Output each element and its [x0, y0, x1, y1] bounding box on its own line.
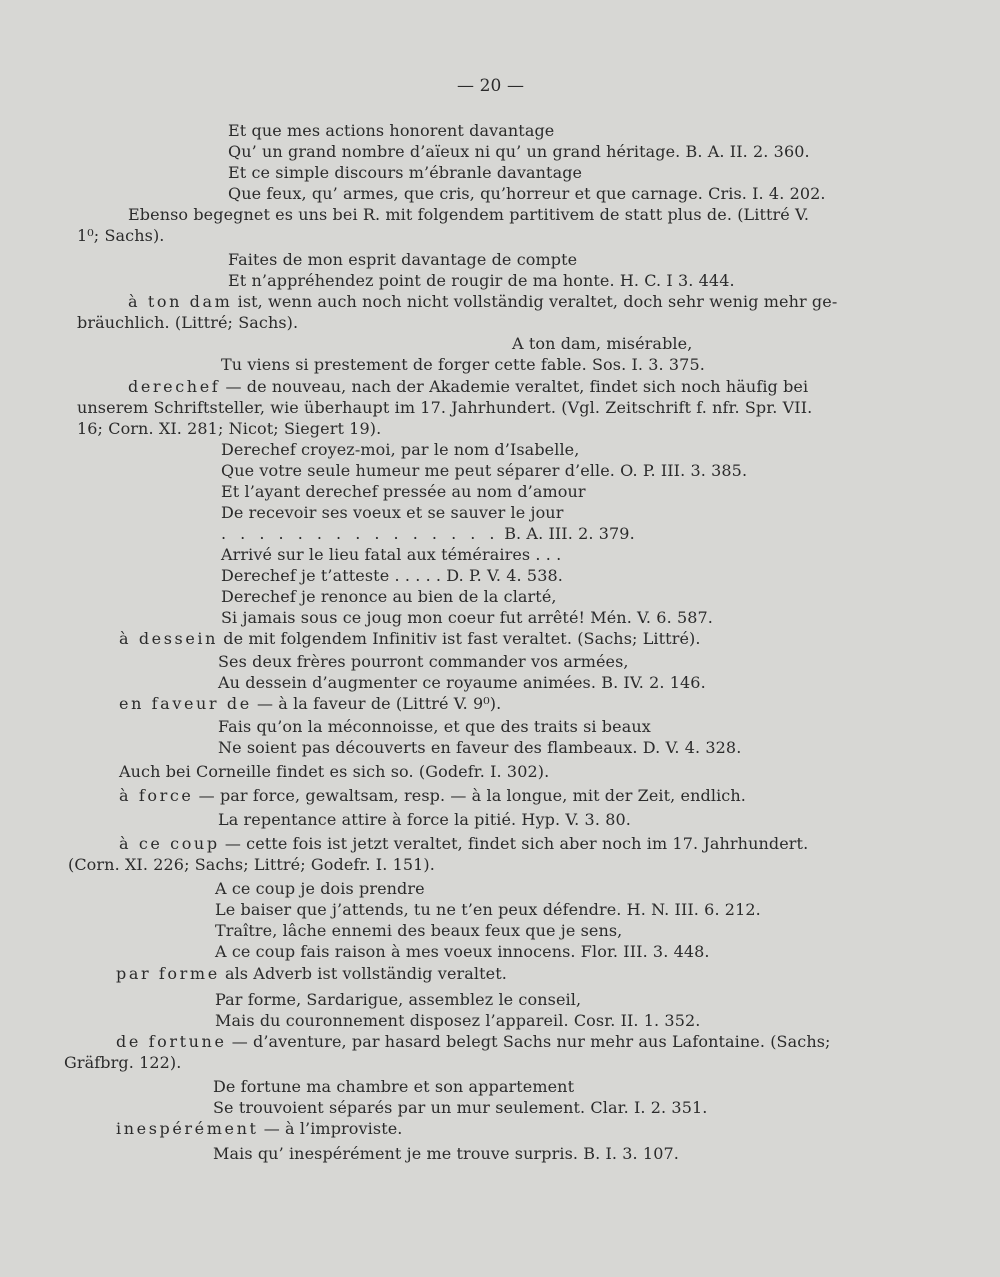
headword: à ton dam: [128, 292, 233, 311]
verse-line: Que votre seule humeur me peut séparer d’elle. O. P. III. 3. 385.: [221, 461, 748, 480]
entry-text: ist, wenn auch noch nicht vollständig veraltet, doch sehr wenig mehr ge-: [237, 292, 838, 311]
verse-line: [221, 524, 635, 544]
entry-line: [119, 694, 501, 714]
headword: à dessein: [119, 629, 219, 648]
prose-line: unserem Schriftsteller, wie überhaupt im 17. Jahrhundert. (Vgl. Zeitschrift f. nfr. Spr. VII.: [77, 398, 813, 417]
verse-line: Traître, lâche ennemi des beaux feux que je sens,: [215, 921, 623, 940]
entry-text: — à l’improviste.: [263, 1119, 403, 1138]
verse-line: A ce coup fais raison à mes voeux innocens. Flor. III. 3. 448.: [215, 942, 710, 961]
entry-line: [119, 834, 808, 854]
verse-line: Le baiser que j’attends, tu ne t’en peux défendre. H. N. III. 6. 212.: [215, 900, 761, 919]
prose-line: (Corn. XI. 226; Sachs; Littré; Godefr. I. 151).: [68, 855, 435, 874]
verse-line: Derechef je t’atteste . . . . . D. P. V. 4. 538.: [221, 566, 563, 585]
prose-line: bräuchlich. (Littré; Sachs).: [77, 313, 299, 332]
prose-line: Gräfbrg. 122).: [64, 1053, 182, 1072]
verse-line: Et n’appréhendez point de rougir de ma honte. H. C. I 3. 444.: [228, 271, 735, 290]
verse-line: Se trouvoient séparés par un mur seulement. Clar. I. 2. 351.: [213, 1098, 708, 1117]
verse-line: A ton dam, misérable,: [512, 334, 693, 353]
verse-line: Que feux, qu’ armes, que cris, qu’horreur et que carnage. Cris. I. 4. 202.: [228, 184, 826, 203]
entry-text: — cette fois ist jetzt veraltet, findet sich aber noch im 17. Jahrhundert.: [224, 834, 809, 853]
citation: B. A. III. 2. 379.: [504, 524, 635, 543]
headword: par forme: [116, 964, 220, 983]
entry-line: [116, 964, 507, 984]
verse-line: De fortune ma chambre et son appartement: [213, 1077, 575, 1096]
verse-line: Tu viens si prestement de forger cette fable. Sos. I. 3. 375.: [221, 355, 705, 374]
entry-line: [119, 786, 746, 806]
verse-line: Fais qu’on la méconnoisse, et que des traits si beaux: [218, 717, 651, 736]
entry-text: — de nouveau, nach der Akademie veraltet, findet sich noch häufig bei: [225, 377, 809, 396]
entry-line: [128, 377, 808, 397]
prose-line: Ebenso begegnet es uns bei R. mit folgendem partitivem de statt plus de. (Littré V.: [128, 205, 810, 224]
headword: en faveur de: [119, 694, 252, 713]
verse-line: Ne soient pas découverts en faveur des flambeaux. D. V. 4. 328.: [218, 738, 742, 757]
headword: de fortune: [116, 1032, 227, 1051]
verse-line: Si jamais sous ce joug mon coeur fut arrêté! Mén. V. 6. 587.: [221, 608, 713, 627]
page-number: — 20 —: [457, 76, 525, 96]
entry-text: — par force, gewaltsam, resp. — à la longue, mit der Zeit, endlich.: [198, 786, 746, 805]
prose-line: Auch bei Corneille findet es sich so. (Godefr. I. 302).: [119, 762, 550, 781]
verse-line: Et l’ayant derechef pressée au nom d’amour: [221, 482, 586, 501]
headword: à force: [119, 786, 194, 805]
verse-line: A ce coup je dois prendre: [215, 879, 425, 898]
prose-line: 16; Corn. XI. 281; Nicot; Siegert 19).: [77, 419, 382, 438]
verse-line: Et que mes actions honorent davantage: [228, 121, 555, 140]
verse-line: La repentance attire à force la pitié. Hyp. V. 3. 80.: [218, 810, 631, 829]
verse-line: Derechef je renonce au bien de la clarté,: [221, 587, 557, 606]
verse-line: Qu’ un grand nombre d’aïeux ni qu’ un grand héritage. B. A. II. 2. 360.: [228, 142, 810, 161]
verse-line: Et ce simple discours m’ébranle davantage: [228, 163, 583, 182]
verse-line: Faites de mon esprit davantage de compte: [228, 250, 578, 269]
entry-line: [128, 292, 837, 312]
entry-text: — à la faveur de (Littré V. 9⁰).: [256, 694, 502, 713]
prose-line: 1⁰; Sachs).: [77, 226, 165, 245]
entry-text: — d’aventure, par hasard belegt Sachs nur mehr aus Lafontaine. (Sachs;: [231, 1032, 831, 1051]
verse-line: Mais qu’ inespérément je me trouve surpris. B. I. 3. 107.: [213, 1144, 679, 1163]
ellipsis-dots: . . . . . . . . . . . . . . .: [221, 524, 499, 543]
headword: à ce coup: [119, 834, 220, 853]
entry-line: [116, 1032, 831, 1052]
verse-line: De recevoir ses voeux et se sauver le jour: [221, 503, 564, 522]
entry-text: als Adverb ist vollständig veraltet.: [224, 964, 507, 983]
headword: derechef: [128, 377, 221, 396]
entry-line: [119, 629, 701, 649]
verse-line: Mais du couronnement disposez l’appareil. Cosr. II. 1. 352.: [215, 1011, 701, 1030]
headword: inespérément: [116, 1119, 259, 1138]
verse-line: Par forme, Sardarigue, assemblez le conseil,: [215, 990, 582, 1009]
verse-line: Arrivé sur le lieu fatal aux téméraires . . .: [221, 545, 562, 564]
verse-line: Au dessein d’augmenter ce royaume animées. B. IV. 2. 146.: [218, 673, 706, 692]
entry-line: [116, 1119, 402, 1139]
verse-line: Derechef croyez-moi, par le nom d’Isabelle,: [221, 440, 580, 459]
entry-text: de mit folgendem Infinitiv ist fast veraltet. (Sachs; Littré).: [223, 629, 701, 648]
verse-line: Ses deux frères pourront commander vos armées,: [218, 652, 629, 671]
